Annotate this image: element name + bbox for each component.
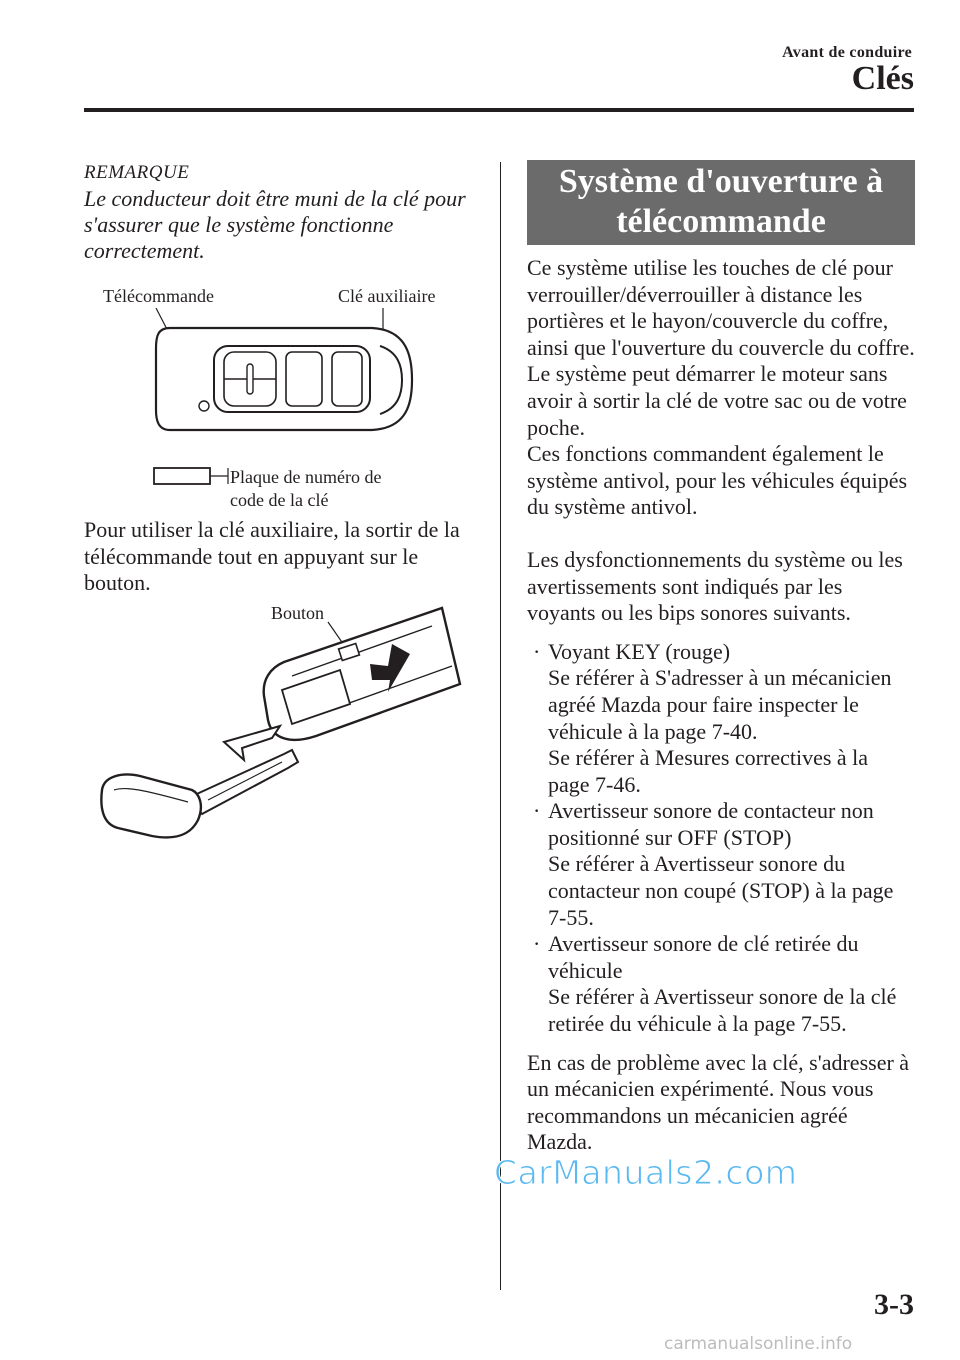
led-indicator — [199, 401, 209, 411]
section-para-3: Ces fonctions commandent également le système antivol, pour les véhicules équipés du système antivol. — [527, 441, 908, 520]
section-para-2: Le système peut démarrer le moteur sans avoir à sortir la clé de votre sac ou de votre poche. — [527, 361, 907, 440]
code-plate — [154, 468, 210, 484]
section-title-line2: télécommande — [616, 203, 826, 240]
list-item-title: Avertisseur sonore de contacteur non positionné sur OFF (STOP) — [548, 798, 874, 850]
list-item-line: Se référer à S'adresser à un mécanicien agréé Mazda pour faire inspecter le véhicule à la page 7-40. — [548, 665, 892, 744]
section-closing: En cas de problème avec la clé, s'adresser à un mécanicien expérimenté. Nous vous recommandons un mécanicien agréé Mazda. — [527, 1049, 910, 1155]
column-divider — [500, 162, 501, 1290]
label-plate-1: Plaque de numéro de — [230, 467, 382, 487]
list-item-title: Avertisseur sonore de clé retirée du véhicule — [548, 931, 859, 983]
list-item: · Avertisseur sonore de contacteur non positionné sur OFF (STOP) Se référer à Avertisseur sonore du contacteur non coupé (STOP) à la page 7-55. — [527, 798, 915, 931]
label-button: Bouton — [271, 603, 325, 623]
watermark-carmanuals2[interactable]: CarManuals2.com — [494, 1153, 798, 1192]
aux-key-instruction: Pour utiliser la clé auxiliaire, la sortir de la télécommande tout en appuyant sur le bouton. — [84, 517, 460, 596]
section-para-1: Ce système utilise les touches de clé pour verrouiller/déverrouiller à distance les portières et le hayon/couvercle du coffre, ainsi que l'ouverture du couvercle du coffre. — [527, 255, 915, 360]
section-body — [527, 255, 915, 1156]
list-item: · Avertisseur sonore de clé retirée du véhicule Se référer à Avertisseur sonore de la clé retirée du véhicule à la page 7-55. — [527, 931, 915, 1037]
panic-button — [332, 352, 362, 406]
pull-arrow — [224, 726, 280, 760]
label-remote: Télécommande — [103, 286, 214, 306]
running-header-section: Avant de conduire — [782, 44, 912, 61]
label-plate-2: code de la clé — [230, 490, 329, 510]
header-rule — [84, 108, 914, 112]
section-title-line1: Système d'ouverture à — [558, 163, 884, 200]
section-title-banner — [527, 160, 915, 245]
aux-key-grip — [101, 775, 201, 838]
footer-watermark[interactable]: carmanualsonline.info — [664, 1334, 853, 1354]
list-item-line: Se référer à Avertisseur sonore de la clé retirée du véhicule à la page 7-55. — [548, 984, 897, 1037]
note-text: Le conducteur doit être muni de la clé pour s'assurer que le système fonctionne correctement. — [84, 186, 466, 263]
note-title: REMARQUE — [84, 162, 190, 183]
running-header-title: Clés — [851, 60, 914, 97]
indicator-list — [527, 639, 915, 1038]
aux-key-removal-illustration — [92, 600, 464, 850]
trunk-button — [286, 352, 322, 406]
list-item-title: Voyant KEY (rouge) — [548, 638, 731, 664]
page-number: 3-3 — [874, 1288, 914, 1321]
note-box — [84, 160, 484, 264]
label-aux-key: Clé auxiliaire — [338, 286, 436, 306]
list-item-line: Se référer à Avertisseur sonore du contacteur non coupé (STOP) à la page 7-55. — [548, 851, 894, 930]
section-para-4: Les dysfonctionnements du système ou les avertissements sont indiqués par les voyants ou les bips sonores suivants. — [527, 546, 903, 626]
list-item: · Voyant KEY (rouge) Se référer à S'adresser à un mécanicien agréé Mazda pour faire inspecter le véhicule à la page 7-40. Se référer à Mesures correctives à la page 7-46. — [527, 639, 915, 799]
list-item-line: Se référer à Mesures correctives à la page 7-46. — [548, 745, 869, 797]
